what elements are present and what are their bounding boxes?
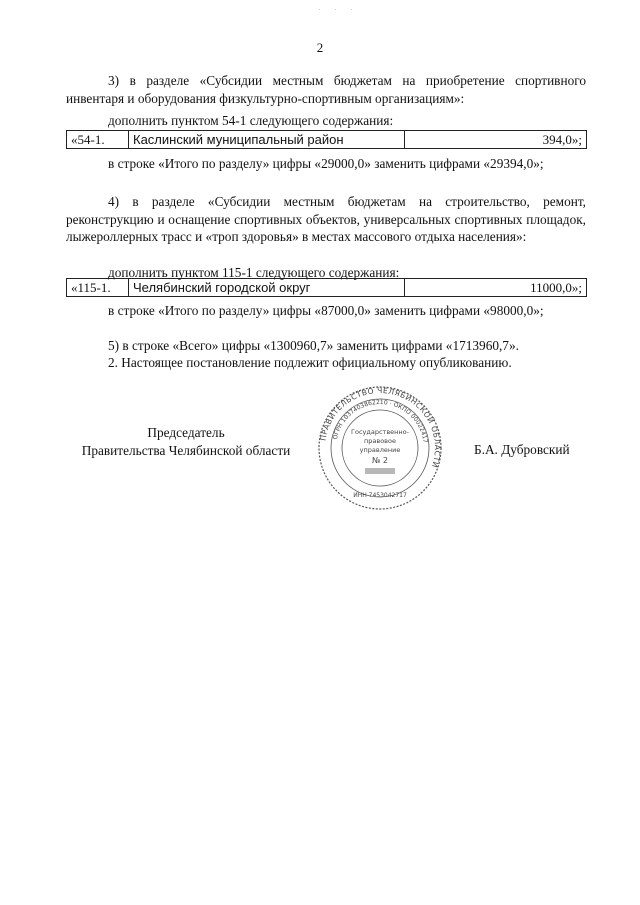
paragraph-section-3: 3) в разделе «Субсидии местным бюджетам на приобретение спортивного инвентаря и оборудования физкультурно-спортивным организациям»: (66, 73, 586, 106)
table-cell-name: Челябинский городской округ (129, 279, 405, 296)
page-number: 2 (316, 40, 324, 55)
seal-center-line2: правовое (364, 437, 396, 445)
signatory-title (66, 424, 306, 459)
paragraph-total-all: 5) в строке «Всего» цифры «1300960,7» заменить цифрами «1713960,7». (108, 338, 519, 353)
paragraph-publication: 2. Настоящее постановление подлежит официальному опубликованию. (108, 355, 512, 370)
paragraph-add-54-1: дополнить пунктом 54-1 следующего содержания: (108, 113, 394, 128)
scan-specks: · · · (318, 6, 359, 14)
seal-outer-text: ПРАВИТЕЛЬСТВО ЧЕЛЯБИНСКОЙ ОБЛАСТИ (318, 386, 443, 470)
table-row-115-1 (66, 278, 587, 297)
seal-inner-text: ОГРН 1037403862210 · ОКПО 00022417 (331, 398, 429, 444)
table-cell-value: 394,0»; (542, 132, 582, 147)
seal-emblem-mark (365, 468, 395, 474)
paragraph-total-section-4: в строке «Итого по разделу» цифры «87000,0» заменить цифрами «98000,0»; (108, 303, 544, 318)
signatory-name: Б.А. Дубровский (474, 442, 570, 457)
table-cell-number: «54-1. (67, 131, 129, 148)
seal-inn-text: ИНН 7453042717 (353, 492, 407, 499)
signatory-title-line1: Председатель (147, 425, 225, 440)
signatory-title-line2: Правительства Челябинской области (81, 442, 291, 458)
seal-center-line4: № 2 (372, 456, 388, 465)
table-cell-name: Каслинский муниципальный район (129, 131, 405, 148)
paragraph-section-4: 4) в разделе «Субсидии местным бюджетам на строительство, ремонт, реконструкцию и оснащение спортивных объектов, универсальных спортивных площадок, лыжероллерных трасс и «троп здоровья» в местах массового отдыха населения»: (66, 194, 586, 244)
paragraph-add-115-1: дополнить пунктом 115-1 следующего содержания: (108, 265, 400, 280)
seal-center-line1: Государственно- (351, 428, 409, 436)
table-cell-number: «115-1. (67, 279, 129, 296)
table-row-54-1 (66, 130, 587, 149)
paragraph-total-section-3: в строке «Итого по разделу» цифры «29000,0» заменить цифрами «29394,0»; (108, 156, 544, 171)
official-seal (315, 386, 445, 510)
seal-center-line3: управление (359, 446, 401, 454)
table-cell-value: 11000,0»; (530, 280, 582, 295)
